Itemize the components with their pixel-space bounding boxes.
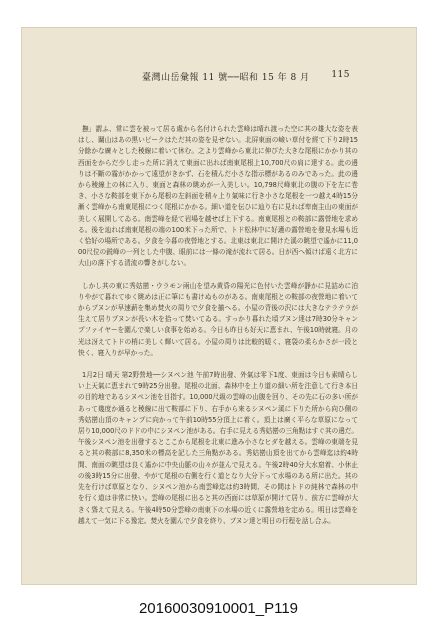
running-head: 臺灣山岳彙報 11 號──昭和 15 年 8 月 bbox=[142, 73, 310, 83]
paragraph-2: しかし其の東に秀姑巒・ウラモン兩山を望み黄昏の陽光に色付いた雲峰が靜かに見詰めに泊りやがて暮れてゆく眺めは正に筆にも書けぬものがある。南東尾根との鞍部の夜營地に着いてからブヌンが早速薪を集め焚火の周りで夕食を揃へる。小屋の背後の沢には大きなテラテラが生えて居りプヌンが長い木を拾って焚いてゐる。すっかり暮れた頃ブヌン達は7時30分キャンプファイヤーを圍んで楽しい食事を始める。今日も昨日も好天に恵まれ、午後10時就寝。月の光は冴えてトドの梢に美しく輝いて居る。小屋の周りは比較的暖く、寝袋の柔らかさが一段と快く、寝入りが早かった。 bbox=[78, 281, 358, 357]
paragraph-1: 撫」謂ふ、常に雲を被って居る處から名付けられた雲峰は晴れ渡った空に其の雄大な姿を表はし、關山はあの黒いピークはただ其の姿を見せない。北屏東面の嶮い草付を經て下り2時15分餘かな廣々とした稜線に着いて休む。之より雲峰から東北に伸びた大きな尾根にかかり其の西面をからだ少し走った所に消えて東面に出れば南東尾根上10,700尺の肩に達する。此の邊りは不斷の霧がかかって遠望がきかず、石を積んだ小さな指示標があるのみであった。此の邊から稜線上の林に入り、東面と森林の眺めが一入美しい。10,798尺峰東北の腹の下を左に巻き、小さな鞍部を東下から尾根の左斜面を稍々上り氣味に行き小さな尾根を一つ越え4時15分漸く雲峰から南東尾根につく尾根にかかる。細い道を伝ひに辿り右に見れば卑南主山の東面が美しく展開してゐる。南雲峰を経て岩場を越せば上下する。南東尾根との鞍部に露營地を求める。後を辿れば南東尾根の端の100米下った所で、トド松林中に好適の露營地を發見水場も近く恰好の場所である。夕食を今暮の夜營地とする。北東は東北に開けた溪の眺望で遙かに11,000尺位の鋭峰の一列とした中腹、眼前には一條の滝が流れて居る。日が西へ傾けば遠く北方に大山の落下する清流の響きがしない。 bbox=[78, 125, 358, 268]
archive-id-caption: 20160030910001_P119 bbox=[138, 600, 299, 617]
paragraph-3: 1月2日 晴天 第2野營地──シヌペン池 午前7時出發、外氣は零下1度、東面は今日も素晴らしい上天氣に恵まれて9時25分出發。尾根の北面、森林中を上り道の細い所を注意して行き本日の目的地であるシヌペン池を目指す。10,000尺級の雲峰の山腹を回り、その先に石の多い所があって幾度か通ると稜線に出て鞍部に下り、右手から來るシヌペン溪に下りた所から向ひ側の秀姑巒山頂のキャンプに向かって午前10時55分頂上に着く。頂上は廣く平らな草原になって居り10,000尺のドドの中にシヌペン池がある。右手に見える秀姑巒の三角點はすぐ其の邊だ。午後シヌペン池を出發するとここから尾根を北東に進み小さなヒダを越える。雲峰の東端を見ると其の鞍部に8,350米の標高を記した三角點がある。秀姑巒山頂を出てから雲峰迄は約4時間、南面の眺望は良く遙かに中央山脈の山々が並んで見える。午後2時40分大水窟着、小休止の後3時15分に出發、やがて尾根の右側を行く道となり大分下って水場のある所に出た。其の先を行けば草原となり、シヌペン池から南雲峰迄は約3時間、その間はトドの純林で森林の中を行く道は非常に快い。雲峰の尾根に出ると其の西面には草原が開けて居り、前方に雲峰が大きく聳えて見える。午後4時50分雲峰の南東下の水場の近くに露營地を定める。明日は雲峰を越えて一気に下る豫定。焚火を圍んで夕食を終り、ブヌン達と明日の行程を話し合ふ。 bbox=[78, 371, 358, 525]
document-page bbox=[22, 28, 416, 584]
page-number: 115 bbox=[331, 70, 350, 80]
body-text bbox=[78, 124, 358, 527]
